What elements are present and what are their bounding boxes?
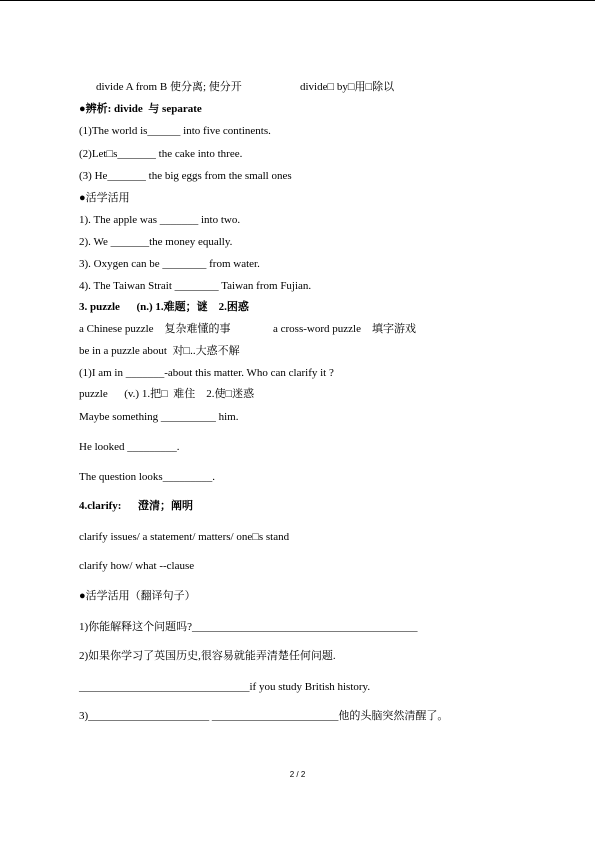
exercise-line: Maybe something __________ him.: [79, 411, 239, 423]
clarify-usage-line: clarify how/ what --clause: [79, 560, 195, 572]
exercise-line: 1). The apple was _______ into two.: [79, 214, 241, 226]
exercise-line: (3) He_______ the big eggs from the small ones: [79, 170, 292, 182]
phrase-in-a-puzzle: be in a puzzle about 对□..大惑不解: [79, 345, 240, 357]
exercise-line: The question looks_________.: [79, 471, 215, 483]
exercise-line: (1)I am in _______-about this matter. Who can clarify it ?: [79, 367, 334, 379]
exercise-line: 2). We _______the money equally.: [79, 236, 233, 248]
exercise-line: (2)Let□s_______ the cake into three.: [79, 148, 243, 160]
phrase-crossword-puzzle: a cross-word puzzle 填字游戏: [273, 323, 416, 335]
heading-translation-practice: ●活学活用（翻译句子）: [79, 590, 196, 602]
exercise-line: He looked _________.: [79, 441, 180, 453]
translation-line: 2)如果你学习了英国历史,很容易就能弄清楚任何问题.: [79, 650, 336, 662]
translation-line: 3)______________________ _______________________他的头脑突然清醒了。: [79, 710, 449, 722]
clarify-usage-line: clarify issues/ a statement/ matters/ one□s stand: [79, 531, 290, 543]
heading-puzzle-noun: 3. puzzle (n.) 1.难题；谜 2.困惑: [79, 301, 249, 313]
exercise-line: 4). The Taiwan Strait ________ Taiwan from Fujian.: [79, 280, 312, 292]
line-divide-from: divide A from B 使分离; 使分开: [96, 81, 242, 93]
line-divide-by: divide□ by□用□除以: [300, 81, 395, 93]
exercise-line: 3). Oxygen can be ________ from water.: [79, 258, 260, 270]
heading-practice: ●活学活用: [79, 192, 130, 204]
exercise-line: (1)The world is______ into five continents.: [79, 125, 271, 137]
translation-line: _______________________________if you study British history.: [79, 681, 371, 693]
phrase-chinese-puzzle: a Chinese puzzle 复杂难懂的事: [79, 323, 231, 335]
top-rule: [0, 0, 595, 1]
heading-clarify: 4.clarify: 澄清；阐明: [79, 500, 193, 512]
heading-puzzle-verb: puzzle (v.) 1.把□ 难住 2.使□迷惑: [79, 388, 255, 400]
heading-comparison: ●辨析: divide 与 separate: [79, 103, 202, 115]
translation-line: 1)你能解释这个问题吗?_________________________________________: [79, 621, 418, 633]
page-number: 2 / 2: [289, 770, 306, 779]
